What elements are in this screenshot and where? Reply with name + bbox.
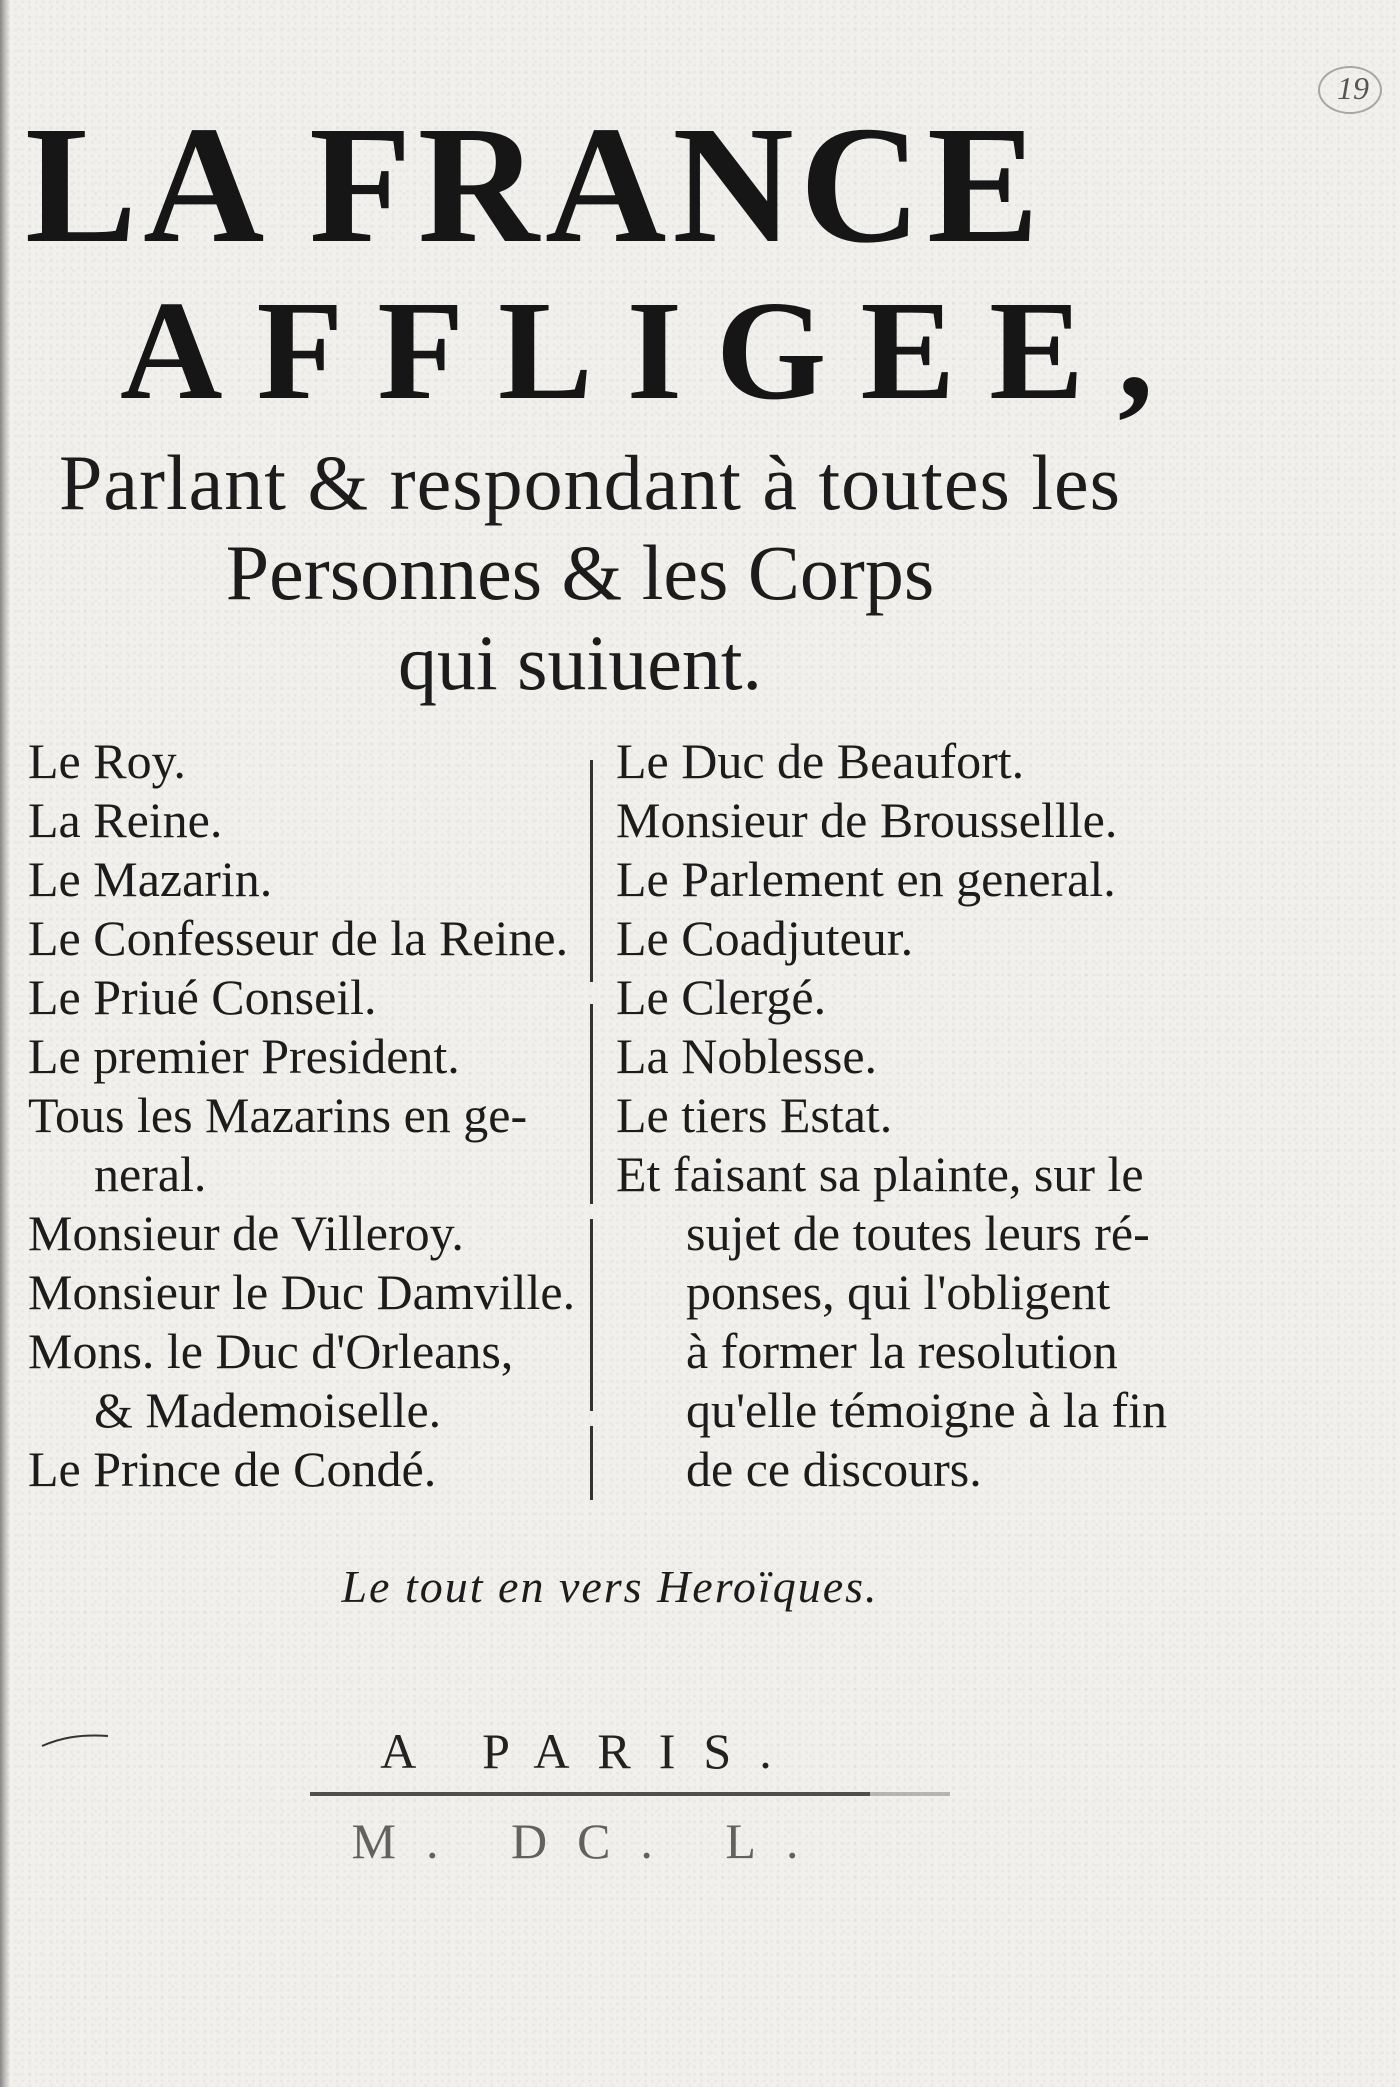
imprint-rule-faint (870, 1792, 950, 1796)
list-item: de ce discours. (686, 1441, 982, 1497)
list-item: Le Coadjuteur. (616, 910, 914, 966)
title-line-1: LA FRANCE (25, 92, 1046, 278)
list-item: & Mademoiselle. (94, 1382, 442, 1438)
list-item: qu'elle témoigne à la fin (686, 1382, 1168, 1438)
folio-number: 19 (1337, 70, 1369, 106)
column-divider (590, 760, 593, 1500)
left-column (28, 732, 588, 1499)
list-item: Le Prince de Condé. (28, 1441, 437, 1497)
list-item: La Noblesse. (616, 1028, 878, 1084)
title-line-2: AFFLIGEE, (120, 271, 1188, 429)
list-item: Le tiers Estat. (616, 1087, 893, 1143)
list-item: Monsieur le Duc Damville. (28, 1264, 576, 1320)
list-item: Mons. le Duc d'Orleans, (28, 1323, 514, 1379)
tagline: Le tout en vers Heroïques. (341, 1561, 879, 1612)
list-item: à former la resolution (686, 1323, 1118, 1379)
imprint-rule (310, 1792, 870, 1796)
list-item: Le Roy. (28, 733, 186, 789)
list-item: Le Clergé. (616, 969, 827, 1025)
list-item: Monsieur de Villeroy. (28, 1205, 464, 1261)
subtitle-line-2: Personnes & les Corps (225, 529, 935, 616)
list-item: Le Parlement en general. (616, 851, 1116, 907)
list-item: Le Confesseur de la Reine. (28, 910, 569, 966)
list-item: Le Duc de Beaufort. (616, 733, 1025, 789)
list-item: La Reine. (28, 792, 223, 848)
list-item: Tous les Mazarins en ge- (28, 1087, 528, 1143)
list-item: Le Mazarin. (28, 851, 273, 907)
imprint-place: A PARIS. (380, 1723, 800, 1779)
right-column (616, 732, 1196, 1499)
list-item: neral. (94, 1146, 207, 1202)
subtitle-line-1: Parlant & respondant à toutes les (59, 439, 1121, 526)
list-item: Le Priué Conseil. (28, 969, 377, 1025)
list-item: sujet de toutes leurs ré- (686, 1205, 1150, 1261)
list-item: Monsieur de Broussellle. (616, 792, 1118, 848)
list-item: Le premier President. (28, 1028, 460, 1084)
list-item: ponses, qui l'obligent (686, 1264, 1111, 1320)
subtitle-line-3: qui suiuent. (398, 619, 762, 706)
list-item: Et faisant sa plainte, sur le (616, 1146, 1144, 1202)
imprint-date: M. DC. L. (351, 1813, 829, 1869)
